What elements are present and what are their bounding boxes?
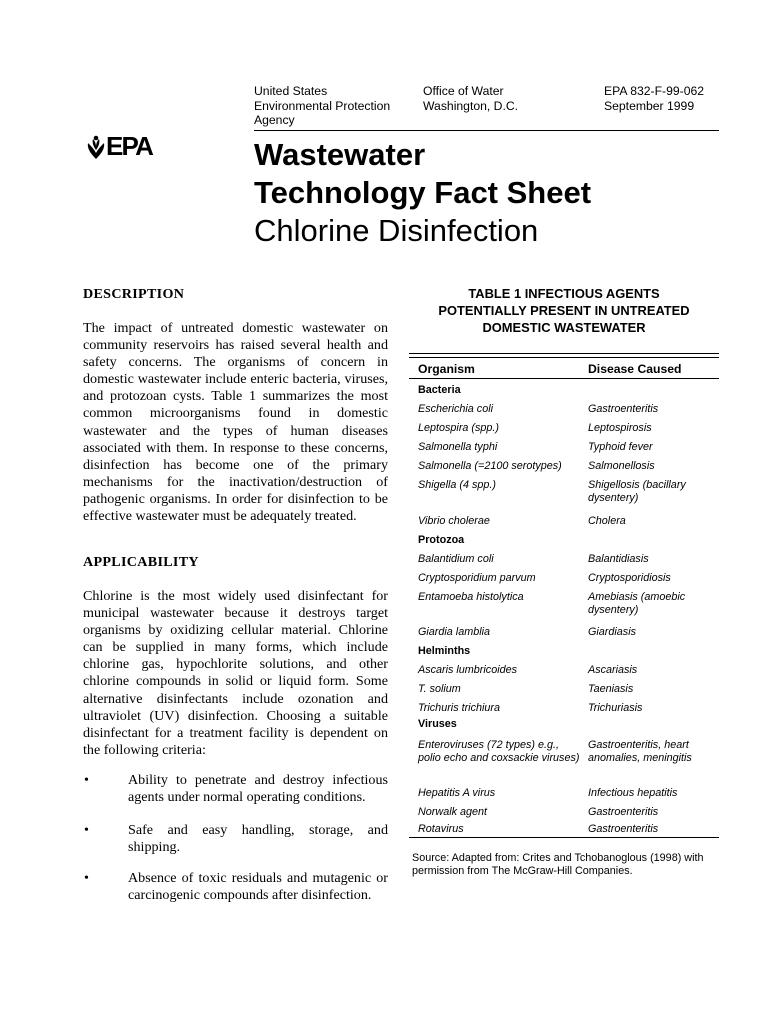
table-rule: [409, 837, 719, 838]
header-line: Washington, D.C.: [423, 98, 519, 113]
disease-cell: Giardiasis: [588, 626, 637, 638]
organism-cell: Giardia lamblia: [418, 626, 491, 638]
header-line: Office of Water: [423, 84, 504, 98]
list-item-text: Safe and easy handling, storage, and shipping.: [128, 822, 388, 856]
table-title: [409, 286, 719, 336]
organism-cell: Norwalk agent: [418, 806, 488, 818]
table-title-line: TABLE 1 INFECTIOUS AGENTS: [468, 286, 660, 301]
organism-cell: Ascaris lumbricoides: [418, 664, 518, 676]
organism-cell: Leptospira (spp.): [418, 422, 500, 434]
disease-cell: Shigellosis (bacillary dysentery): [588, 479, 686, 504]
header-divider: [254, 130, 719, 131]
list-item-text: Absence of toxic residuals and mutagenic or carcinogenic compounds after disinfection.: [128, 870, 388, 904]
group-heading: Helminths: [418, 645, 471, 657]
description-paragraph: The impact of untreated domestic wastewater on community reservoirs has raised several health and safety concerns. The organisms of concern in domestic wastewater include enteric bacteria, viruses, and protozoan cysts. Table 1 summarizes the most common microorganisms found in domestic wastewater and the types of human diseases associated with them. In response to these concerns, disinfection has become one of the primary mechanisms for the inactivation/destruction of pathogenic organisms. In order for disinfection to be effective wastewater must be adequately treated.: [83, 320, 388, 525]
group-heading: Bacteria: [418, 384, 461, 396]
organism-cell: Vibrio cholerae: [418, 515, 490, 527]
agency-name: [254, 84, 424, 128]
disease-cell: Cholera: [588, 515, 626, 527]
table-title-line: POTENTIALLY PRESENT IN UNTREATED: [438, 302, 690, 318]
applicability-paragraph: Chlorine is the most widely used disinfectant for municipal wastewater because it destroys target organisms by oxidizing cellular material. Chlorine can be supplied in many forms, which include chlorine gas, hypochlorite solutions, and other chlorine compounds in solid or liquid form. Some alternative disinfectants include ozonation and ultraviolet (UV) disinfection. Choosing a suitable disinfectant for a treatment facility is dependent on the following criteria:: [83, 588, 388, 758]
column-header-disease: Disease Caused: [588, 362, 682, 376]
description-heading: DESCRIPTION: [83, 286, 185, 302]
organism-cell: Salmonella (=2100 serotypes): [418, 460, 562, 472]
bullet-icon: •: [84, 870, 89, 886]
list-item-text: Ability to penetrate and destroy infectious agents under normal operating conditions.: [128, 772, 388, 806]
infectious-agents-table: [409, 286, 719, 877]
epa-flower-icon: [86, 133, 106, 161]
organism-cell: Salmonella typhi: [418, 441, 498, 453]
logo-text: EPA: [106, 131, 153, 161]
table-rule: [409, 353, 719, 354]
disease-cell: Gastroenteritis: [588, 806, 659, 818]
table-title-line: DOMESTIC WASTEWATER: [482, 319, 646, 335]
disease-cell: Infectious hepatitis: [588, 787, 678, 799]
header-line: September 1999: [604, 98, 695, 113]
disease-cell: Ascariasis: [588, 664, 638, 676]
organism-cell: Trichuris trichiura: [418, 702, 500, 714]
title-line-1: Wastewater: [254, 137, 426, 172]
title-line-2: Technology Fact Sheet: [254, 175, 592, 210]
office-name: [423, 84, 583, 113]
header-line: Environmental Protection: [254, 98, 391, 113]
disease-cell: Gastroenteritis, heart anomalies, meningitis: [588, 739, 692, 764]
page-title: [254, 136, 591, 250]
organism-cell: Entamoeba histolytica: [418, 591, 524, 603]
disease-cell: Taeniasis: [588, 683, 634, 695]
group-heading: Protozoa: [418, 534, 465, 546]
epa-logo: [86, 130, 178, 162]
disease-cell: Balantidiasis: [588, 553, 649, 565]
bullet-icon: •: [84, 822, 89, 838]
header-line: EPA 832-F-99-062: [604, 84, 705, 98]
column-header-organism: Organism: [418, 362, 475, 376]
header-line: Agency: [254, 113, 295, 128]
organism-cell: Escherichia coli: [418, 403, 494, 415]
table-source-note: Source: Adapted from: Crites and Tchobanoglous (1998) with permission from The McGraw-Hill Companies.: [412, 852, 704, 877]
document-number: [604, 84, 724, 113]
header-line: United States: [254, 84, 328, 98]
disease-cell: Gastroenteritis: [588, 403, 659, 415]
bullet-icon: •: [84, 772, 89, 788]
organism-cell: Shigella (4 spp.): [418, 479, 497, 491]
disease-cell: Amebiasis (amoebic dysentery): [588, 591, 686, 616]
disease-cell: Leptospirosis: [588, 422, 652, 434]
organism-cell: T. solium: [418, 683, 461, 695]
disease-cell: Gastroenteritis: [588, 823, 659, 835]
applicability-heading: APPLICABILITY: [83, 554, 199, 570]
organism-cell: Rotavirus: [418, 823, 464, 835]
disease-cell: Cryptosporidiosis: [588, 572, 671, 584]
page-subtitle: Chlorine Disinfection: [254, 213, 539, 248]
group-heading: Viruses: [418, 718, 457, 730]
table-rule: [409, 378, 719, 379]
organism-cell: Enteroviruses (72 types) e.g., polio echo and coxsackie viruses): [418, 739, 580, 764]
organism-cell: Cryptosporidium parvum: [418, 572, 536, 584]
organism-cell: Balantidium coli: [418, 553, 494, 565]
disease-cell: Typhoid fever: [588, 441, 653, 453]
organism-cell: Hepatitis A virus: [418, 787, 496, 799]
disease-cell: Trichuriasis: [588, 702, 643, 714]
disease-cell: Salmonellosis: [588, 460, 655, 472]
table-rule: [409, 357, 719, 358]
